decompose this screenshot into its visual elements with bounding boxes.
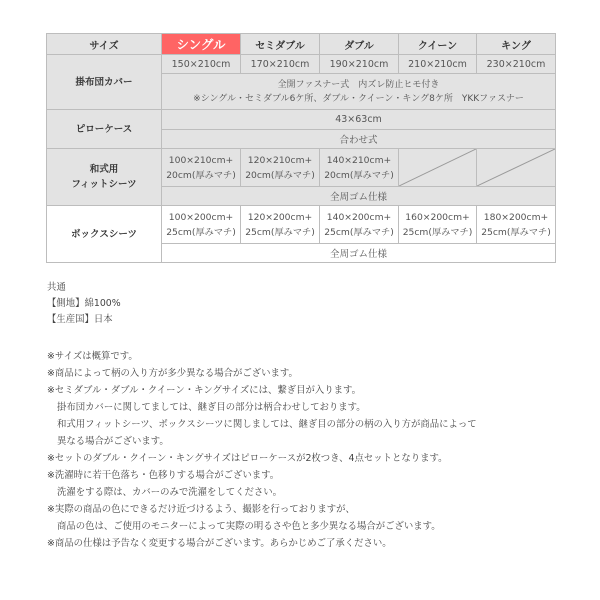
duvet-size-double: 190×210cm (320, 55, 399, 74)
fitted-size-king-unavailable (477, 149, 556, 187)
box-size-queen-line-2: 25cm(厚みマチ) (402, 227, 473, 238)
note-line: ※洗濯時に若干色落ち・色移りする場合がございます。 (47, 470, 280, 481)
origin-text: 【生産国】日本 (47, 314, 113, 325)
note-line: 異なる場合がございます。 (57, 436, 169, 447)
fitted-label-line-2: フィットシーツ (71, 179, 137, 190)
fitted-size-double-line-1: 140×210cm+ (326, 155, 392, 166)
table-row (47, 206, 556, 244)
box-size-king (477, 206, 556, 244)
fitted-label-line-1: 和式用 (89, 164, 119, 175)
table-row (47, 110, 556, 130)
box-note: 全周ゴム仕様 (162, 244, 556, 263)
fitted-size-single-line-1: 100×210cm+ (168, 155, 234, 166)
row-label-pillow-case: ピローケース (47, 110, 162, 149)
box-size-double-line-1: 140×200cm+ (326, 212, 392, 223)
fitted-size-queen-unavailable (399, 149, 477, 187)
box-size-double-line-2: 25cm(厚みマチ) (324, 227, 394, 238)
note-line: ※セミダブル・ダブル・クイーン・キングサイズには、繋ぎ目が入ります。 (47, 385, 362, 396)
note-line: ※商品の仕様は予告なく変更する場合がございます。あらかじめご了承ください。 (47, 538, 392, 549)
duvet-note (162, 74, 556, 110)
fitted-size-semi-double-line-2: 20cm(厚みマチ) (245, 170, 315, 181)
column-header-single: シングル (162, 34, 241, 55)
diagonal-slash (477, 149, 555, 186)
note-line: 和式用フィットシーツ、ボックスシーツに関しましては、継ぎ目の部分の柄の入り方が商品によって (57, 419, 477, 430)
table-row (47, 55, 556, 74)
row-label-fitted-sheet (47, 149, 162, 206)
pillow-closure: 合わせ式 (162, 129, 556, 149)
box-size-king-line-1: 180×200cm+ (483, 212, 549, 223)
note-line: 掛布団カバーに関してましては、継ぎ目の部分は柄合わせしております。 (57, 402, 366, 413)
row-label-box-sheet: ボックスシーツ (47, 206, 162, 263)
header-row (47, 34, 556, 55)
box-size-single-line-1: 100×200cm+ (168, 212, 234, 223)
duvet-note-line-1: 全開ファスナー式 内ズレ防止ヒモ付き (277, 79, 440, 90)
column-header-queen: クイーン (399, 34, 477, 55)
common-info (47, 280, 121, 328)
fitted-size-semi-double (241, 149, 320, 187)
box-size-queen (399, 206, 477, 244)
duvet-note-line-2: ※シングル・セミダブル6ケ所、ダブル・クイーン・キング8ケ所 YKKファスナー (193, 93, 524, 104)
common-heading: 共通 (47, 282, 66, 293)
fitted-size-double (320, 149, 399, 187)
box-size-king-line-2: 25cm(厚みマチ) (481, 227, 551, 238)
note-line: ※商品によって柄の入り方が多少異なる場合がございます。 (47, 368, 298, 379)
box-size-semi-double (241, 206, 320, 244)
size-header-label: サイズ (47, 34, 162, 55)
fitted-size-double-line-2: 20cm(厚みマチ) (324, 170, 394, 181)
box-size-semi-double-line-1: 120×200cm+ (247, 212, 313, 223)
duvet-size-semi-double: 170×210cm (241, 55, 320, 74)
duvet-size-single: 150×210cm (162, 55, 241, 74)
table-row (47, 149, 556, 187)
diagonal-slash (399, 149, 476, 186)
note-line: ※セットのダブル・クイーン・キングサイズはピローケースが2枚つき、4点セットとなります。 (47, 453, 448, 464)
box-size-single-line-2: 25cm(厚みマチ) (166, 227, 236, 238)
fitted-size-single (162, 149, 241, 187)
fitted-size-single-line-2: 20cm(厚みマチ) (166, 170, 236, 181)
column-header-semi-double: セミダブル (241, 34, 320, 55)
note-line: 商品の色は、ご使用のモニターによって実際の明るさや色と多少異なる場合がございます。 (57, 521, 441, 532)
note-line: ※実際の商品の色にできるだけ近づけるよう、撮影を行っておりますが、 (47, 504, 355, 515)
box-size-single (162, 206, 241, 244)
material-text: 【側地】綿100% (47, 298, 121, 309)
row-label-duvet-cover: 掛布団カバー (47, 55, 162, 110)
duvet-size-queen: 210×210cm (399, 55, 477, 74)
notes-list (47, 348, 477, 552)
note-line: ※サイズは概算です。 (47, 351, 138, 362)
note-line: 洗濯をする際は、カバーのみで洗濯をしてください。 (57, 487, 283, 498)
column-header-king: キング (477, 34, 556, 55)
box-size-queen-line-1: 160×200cm+ (405, 212, 470, 223)
column-header-double: ダブル (320, 34, 399, 55)
fitted-note: 全周ゴム仕様 (162, 187, 556, 206)
fitted-size-semi-double-line-1: 120×210cm+ (247, 155, 313, 166)
duvet-size-king: 230×210cm (477, 55, 556, 74)
size-spec-table (46, 33, 556, 263)
pillow-size: 43×63cm (162, 110, 556, 130)
box-size-semi-double-line-2: 25cm(厚みマチ) (245, 227, 315, 238)
box-size-double (320, 206, 399, 244)
